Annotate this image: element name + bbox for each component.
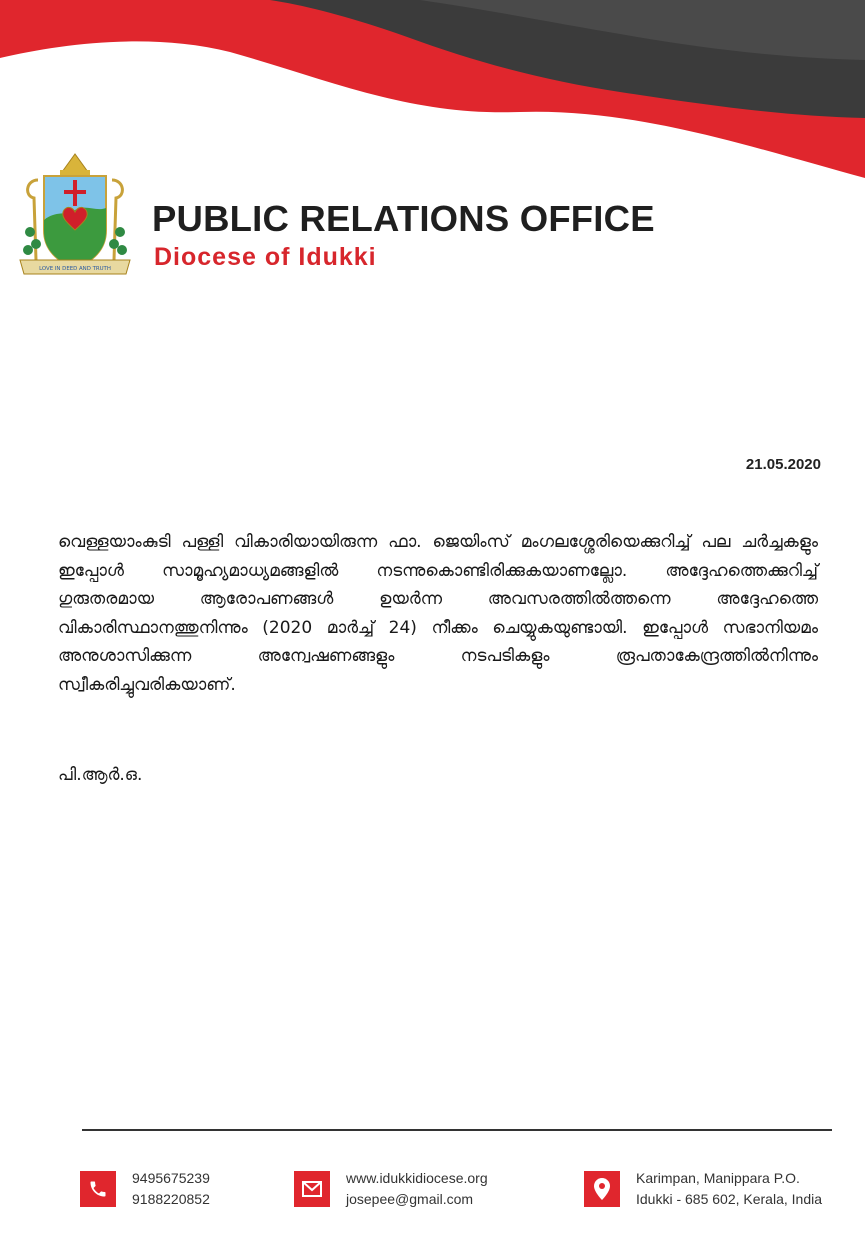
footer-divider [82, 1129, 832, 1131]
page-title: PUBLIC RELATIONS OFFICE [152, 198, 655, 239]
website-link[interactable]: www.idukkidiocese.org [346, 1170, 488, 1186]
phone-number-2: 9188220852 [132, 1191, 210, 1207]
footer-web [294, 1168, 488, 1210]
diocese-emblem [16, 150, 134, 278]
location-pin-icon [584, 1171, 620, 1207]
footer-phone [80, 1168, 210, 1210]
footer-contacts [0, 1168, 865, 1218]
emblem-motto-text: LOVE IN DEED AND TRUTH [39, 266, 111, 272]
emblem-mitre-icon [60, 154, 90, 176]
address-line-1: Karimpan, Manippara P.O. [636, 1170, 800, 1186]
page-subtitle: Diocese of Idukki [154, 243, 377, 271]
letter-body: വെള്ളയാംകുടി പള്ളി വികാരിയായിരുന്ന ഫാ. ജെയിംസ് മംഗലശ്ശേരിയെക്കുറിച്ച് പല ചർച്ചകളും ഇപ്പോൾ സാമൂഹ്യമാധ്യമങ്ങളിൽ നടന്നുകൊണ്ടിരിക്കുകയാണല്ലോ. അദ്ദേഹത്തെക്കുറിച്ച് ഗുരുതരമായ ആരോപണങ്ങൾ ഉയർന്ന അവസരത്തിൽത്തന്നെ അദ്ദേഹത്തെ വികാരിസ്ഥാനത്തുനിന്നും (2020 മാർച്ച് 24) നീക്കം ചെയ്യുകയുണ്ടായി. ഇപ്പോൾ സഭാനിയമം അനുശാസിക്കുന്ന അന്വേഷണങ്ങളും നടപടികളും രൂപതാകേന്ദ്രത്തിൽനിന്നും സ്വീകരിച്ചുവരികയാണ്. [58, 532, 818, 695]
letter-date: 21.05.2020 [745, 456, 821, 473]
email-link[interactable]: josepee@gmail.com [346, 1191, 474, 1207]
mail-icon [294, 1171, 330, 1207]
letter-signature: പി.ആർ.ഒ. [58, 765, 143, 785]
address-line-2: Idukki - 685 602, Kerala, India [636, 1191, 823, 1207]
footer-address [584, 1168, 822, 1210]
phone-icon [80, 1171, 116, 1207]
phone-number-1: 9495675239 [132, 1170, 210, 1186]
